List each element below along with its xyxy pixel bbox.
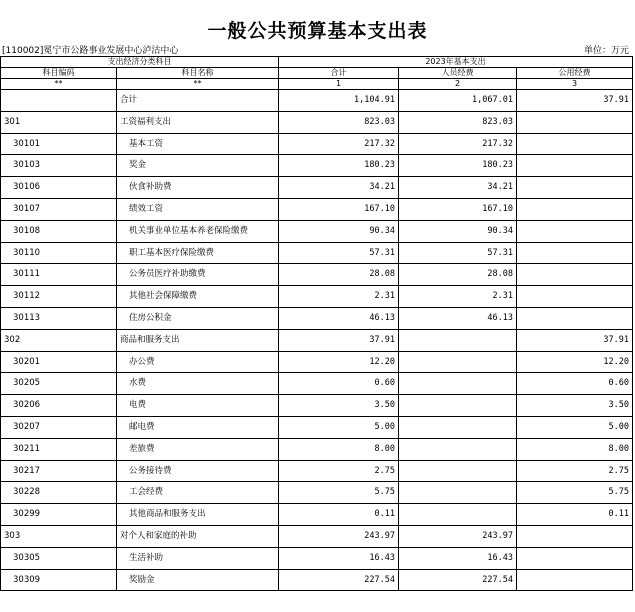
row-total: 227.54: [279, 569, 399, 591]
row-total: 0.11: [279, 504, 399, 526]
row-name: 奖励金: [117, 569, 279, 591]
row-public: 12.20: [517, 351, 633, 373]
row-personnel: [399, 482, 517, 504]
row-name: 对个人和家庭的补助: [117, 525, 279, 547]
table-row: [1, 395, 633, 417]
row-total: 46.13: [279, 307, 399, 329]
row-total: 180.23: [279, 155, 399, 177]
unit-name: [110002]冕宁市公路事业发展中心泸沽中心: [2, 46, 179, 56]
header-public: 公用经费: [517, 68, 633, 79]
row-personnel: [399, 416, 517, 438]
row-total: 823.03: [279, 111, 399, 133]
row-public: [517, 569, 633, 591]
header-group-left: 支出经济分类科目: [1, 57, 279, 68]
row-total: 34.21: [279, 177, 399, 199]
table-row: [1, 133, 633, 155]
row-personnel: [399, 373, 517, 395]
row-name: 基本工资: [117, 133, 279, 155]
index-public: 3: [517, 79, 633, 90]
table-row: [1, 460, 633, 482]
table-row: [1, 351, 633, 373]
row-personnel: 180.23: [399, 155, 517, 177]
row-personnel: 16.43: [399, 547, 517, 569]
row-name: 伙食补助费: [117, 177, 279, 199]
row-code: 301: [1, 111, 117, 133]
row-personnel: [399, 395, 517, 417]
row-code: 30103: [1, 155, 117, 177]
row-name: 绩效工资: [117, 198, 279, 220]
budget-table: [0, 56, 633, 591]
row-personnel: 90.34: [399, 220, 517, 242]
row-personnel: [399, 438, 517, 460]
row-public: [517, 220, 633, 242]
row-code: 30305: [1, 547, 117, 569]
row-public: [517, 111, 633, 133]
row-name: 电费: [117, 395, 279, 417]
row-code: 30201: [1, 351, 117, 373]
row-public: 37.91: [517, 90, 633, 112]
row-personnel: 243.97: [399, 525, 517, 547]
table-row: [1, 264, 633, 286]
row-public: 8.00: [517, 438, 633, 460]
row-total: 2.31: [279, 286, 399, 308]
row-name: 住房公积金: [117, 307, 279, 329]
row-code: [1, 90, 117, 112]
row-public: [517, 155, 633, 177]
header-code: 科目编码: [1, 68, 117, 79]
table-row: [1, 242, 633, 264]
page-title: 一般公共预算基本支出表: [207, 20, 428, 42]
table-row: [1, 307, 633, 329]
row-personnel: 1,067.01: [399, 90, 517, 112]
row-public: [517, 177, 633, 199]
table-row: [1, 155, 633, 177]
index-personnel: 2: [399, 79, 517, 90]
row-name: 其他社会保障缴费: [117, 286, 279, 308]
row-total: 37.91: [279, 329, 399, 351]
row-personnel: 227.54: [399, 569, 517, 591]
row-name: 邮电费: [117, 416, 279, 438]
row-total: 57.31: [279, 242, 399, 264]
row-personnel: [399, 460, 517, 482]
row-public: 5.75: [517, 482, 633, 504]
row-total: 217.32: [279, 133, 399, 155]
row-name: 公务接待费: [117, 460, 279, 482]
row-code: 30228: [1, 482, 117, 504]
header-column-row: [1, 68, 633, 79]
row-total: 5.75: [279, 482, 399, 504]
row-name: 其他商品和服务支出: [117, 504, 279, 526]
index-name: **: [117, 79, 279, 90]
row-name: 工资福利支出: [117, 111, 279, 133]
row-name: 水费: [117, 373, 279, 395]
row-code: 30107: [1, 198, 117, 220]
table-row: [1, 329, 633, 351]
header-name: 科目名称: [117, 68, 279, 79]
row-code: 30110: [1, 242, 117, 264]
table-row: [1, 569, 633, 591]
row-total: 28.08: [279, 264, 399, 286]
row-personnel: 2.31: [399, 286, 517, 308]
row-code: 30112: [1, 286, 117, 308]
table-row: [1, 90, 633, 112]
table-row: [1, 547, 633, 569]
row-personnel: 34.21: [399, 177, 517, 199]
row-name: 商品和服务支出: [117, 329, 279, 351]
row-name: 差旅费: [117, 438, 279, 460]
header-total: 合计: [279, 68, 399, 79]
row-code: 30101: [1, 133, 117, 155]
row-total: 5.00: [279, 416, 399, 438]
row-code: 30217: [1, 460, 117, 482]
row-public: [517, 286, 633, 308]
row-name: 生活补助: [117, 547, 279, 569]
table-row: [1, 198, 633, 220]
row-personnel: 217.32: [399, 133, 517, 155]
row-total: 243.97: [279, 525, 399, 547]
row-code: 30205: [1, 373, 117, 395]
row-total: 1,104.91: [279, 90, 399, 112]
row-personnel: 823.03: [399, 111, 517, 133]
row-public: [517, 547, 633, 569]
row-name: 合计: [117, 90, 279, 112]
row-total: 16.43: [279, 547, 399, 569]
row-personnel: 46.13: [399, 307, 517, 329]
row-public: 0.60: [517, 373, 633, 395]
row-personnel: [399, 351, 517, 373]
row-public: 37.91: [517, 329, 633, 351]
table-row: [1, 373, 633, 395]
row-total: 90.34: [279, 220, 399, 242]
header-group-right: 2023年基本支出: [279, 57, 633, 68]
table-row: [1, 504, 633, 526]
row-public: [517, 242, 633, 264]
row-code: 30113: [1, 307, 117, 329]
row-public: 2.75: [517, 460, 633, 482]
row-code: 302: [1, 329, 117, 351]
table-row: [1, 111, 633, 133]
row-total: 0.60: [279, 373, 399, 395]
row-name: 机关事业单位基本养老保险缴费: [117, 220, 279, 242]
row-code: 30299: [1, 504, 117, 526]
row-public: 3.50: [517, 395, 633, 417]
row-public: 0.11: [517, 504, 633, 526]
row-public: [517, 198, 633, 220]
row-personnel: [399, 504, 517, 526]
row-name: 公务员医疗补助缴费: [117, 264, 279, 286]
row-public: [517, 525, 633, 547]
row-name: 办公费: [117, 351, 279, 373]
row-name: 工会经费: [117, 482, 279, 504]
row-code: 303: [1, 525, 117, 547]
table-row: [1, 416, 633, 438]
table-row: [1, 220, 633, 242]
table-row: [1, 177, 633, 199]
row-code: 30108: [1, 220, 117, 242]
row-code: 30309: [1, 569, 117, 591]
header-index-row: [1, 79, 633, 90]
row-personnel: 167.10: [399, 198, 517, 220]
row-public: [517, 307, 633, 329]
row-total: 8.00: [279, 438, 399, 460]
index-code: **: [1, 79, 117, 90]
table-row: [1, 482, 633, 504]
row-personnel: 57.31: [399, 242, 517, 264]
row-name: 奖金: [117, 155, 279, 177]
table-row: [1, 525, 633, 547]
header-personnel: 人员经费: [399, 68, 517, 79]
row-code: 30106: [1, 177, 117, 199]
row-total: 167.10: [279, 198, 399, 220]
row-code: 30111: [1, 264, 117, 286]
table-row: [1, 286, 633, 308]
row-personnel: [399, 329, 517, 351]
row-code: 30206: [1, 395, 117, 417]
row-total: 2.75: [279, 460, 399, 482]
currency-unit: 单位：万元: [583, 46, 629, 56]
row-total: 3.50: [279, 395, 399, 417]
header-group-row: [1, 57, 633, 68]
row-public: [517, 133, 633, 155]
row-name: 职工基本医疗保险缴费: [117, 242, 279, 264]
row-public: 5.00: [517, 416, 633, 438]
row-public: [517, 264, 633, 286]
row-code: 30207: [1, 416, 117, 438]
row-total: 12.20: [279, 351, 399, 373]
row-code: 30211: [1, 438, 117, 460]
row-personnel: 28.08: [399, 264, 517, 286]
index-total: 1: [279, 79, 399, 90]
table-row: [1, 438, 633, 460]
